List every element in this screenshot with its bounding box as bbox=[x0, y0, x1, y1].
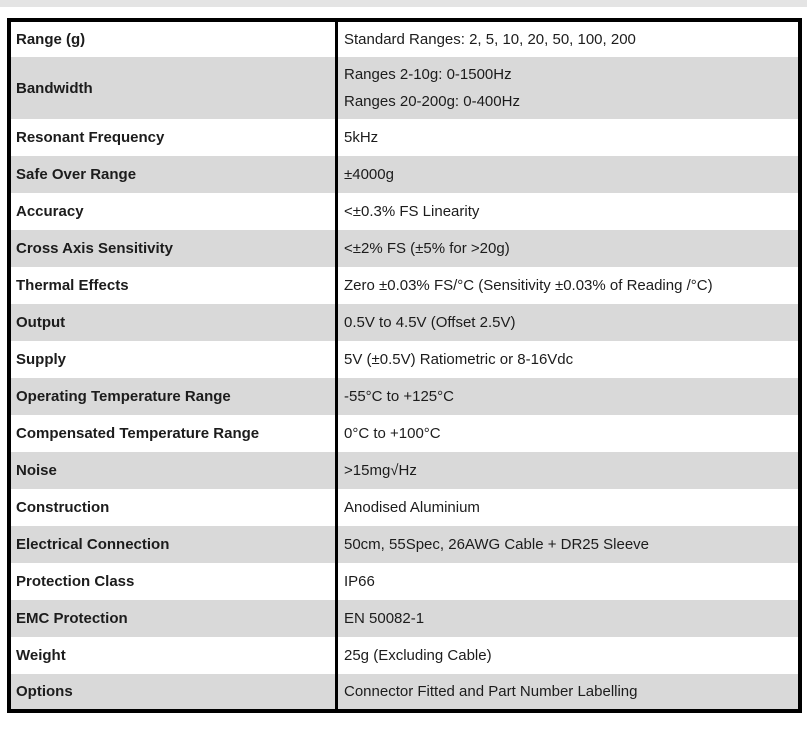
spec-value bbox=[337, 378, 801, 415]
spec-value bbox=[337, 304, 801, 341]
spec-value bbox=[337, 267, 801, 304]
spec-label: Accuracy bbox=[9, 193, 337, 230]
table-row bbox=[9, 378, 800, 415]
table-row bbox=[9, 156, 800, 193]
spec-label: Options bbox=[9, 674, 337, 711]
spec-label: Bandwidth bbox=[9, 57, 337, 119]
spec-label: Resonant Frequency bbox=[9, 119, 337, 156]
top-strip bbox=[0, 0, 807, 7]
spec-label: Thermal Effects bbox=[9, 267, 337, 304]
spec-label: Range (g) bbox=[9, 20, 337, 57]
spec-value-line: Connector Fitted and Part Number Labelling bbox=[344, 683, 638, 700]
table-row bbox=[9, 674, 800, 711]
spec-value-line: Zero ±0.03% FS/°C (Sensitivity ±0.03% of Reading /°C) bbox=[344, 277, 713, 294]
spec-value-line: >15mg√Hz bbox=[344, 462, 417, 479]
spec-label: Noise bbox=[9, 452, 337, 489]
spec-label: Construction bbox=[9, 489, 337, 526]
spec-value-line: Standard Ranges: 2, 5, 10, 20, 50, 100, 200 bbox=[344, 31, 636, 48]
table-row bbox=[9, 600, 800, 637]
spec-value bbox=[337, 674, 801, 711]
table-row bbox=[9, 304, 800, 341]
spec-value-line: 0°C to +100°C bbox=[344, 425, 441, 442]
spec-label: Compensated Temperature Range bbox=[9, 415, 337, 452]
table-row bbox=[9, 119, 800, 156]
table-row bbox=[9, 452, 800, 489]
spec-value-line: 5V (±0.5V) Ratiometric or 8-16Vdc bbox=[344, 351, 574, 368]
spec-value bbox=[337, 415, 801, 452]
spec-value bbox=[337, 600, 801, 637]
specification-table bbox=[7, 18, 802, 713]
table-row bbox=[9, 637, 800, 674]
table-row bbox=[9, 489, 800, 526]
spec-value bbox=[337, 119, 801, 156]
spec-label: Supply bbox=[9, 341, 337, 378]
spec-value-line: -55°C to +125°C bbox=[344, 388, 454, 405]
spec-value-line: 50cm, 55Spec, 26AWG Cable + DR25 Sleeve bbox=[344, 536, 650, 553]
spec-value bbox=[337, 20, 801, 57]
spec-label: Output bbox=[9, 304, 337, 341]
spec-value bbox=[337, 156, 801, 193]
spec-value bbox=[337, 563, 801, 600]
spec-label: Safe Over Range bbox=[9, 156, 337, 193]
spec-value bbox=[337, 452, 801, 489]
spec-value-line: 0.5V to 4.5V (Offset 2.5V) bbox=[344, 314, 516, 331]
spec-value bbox=[337, 193, 801, 230]
table-row bbox=[9, 193, 800, 230]
table-row bbox=[9, 57, 800, 119]
table-row bbox=[9, 526, 800, 563]
spec-value-line: <±2% FS (±5% for >20g) bbox=[344, 240, 510, 257]
spec-label: Electrical Connection bbox=[9, 526, 337, 563]
spec-value-line: Ranges 20-200g: 0-400Hz bbox=[344, 93, 520, 110]
spec-label: Protection Class bbox=[9, 563, 337, 600]
table-row bbox=[9, 267, 800, 304]
spec-value-line: Ranges 2-10g: 0-1500Hz bbox=[344, 66, 512, 83]
spec-value bbox=[337, 526, 801, 563]
specification-table-body bbox=[9, 20, 800, 711]
spec-label: Operating Temperature Range bbox=[9, 378, 337, 415]
spec-value-line: 5kHz bbox=[344, 129, 379, 146]
table-row bbox=[9, 563, 800, 600]
spec-value-line: IP66 bbox=[344, 573, 375, 590]
spec-value bbox=[337, 57, 801, 119]
table-row bbox=[9, 20, 800, 57]
spec-label: Cross Axis Sensitivity bbox=[9, 230, 337, 267]
table-row bbox=[9, 415, 800, 452]
spec-value-line: Anodised Aluminium bbox=[344, 499, 480, 516]
spec-label: Weight bbox=[9, 637, 337, 674]
spec-value-line: 25g (Excluding Cable) bbox=[344, 647, 492, 664]
table-row bbox=[9, 230, 800, 267]
spec-value bbox=[337, 489, 801, 526]
spec-value-line: ±4000g bbox=[344, 166, 394, 183]
spec-value-line: <±0.3% FS Linearity bbox=[344, 203, 480, 220]
spec-value bbox=[337, 637, 801, 674]
spec-value-line: EN 50082-1 bbox=[344, 610, 425, 627]
spec-label: EMC Protection bbox=[9, 600, 337, 637]
spec-value bbox=[337, 230, 801, 267]
table-row bbox=[9, 341, 800, 378]
spec-value bbox=[337, 341, 801, 378]
